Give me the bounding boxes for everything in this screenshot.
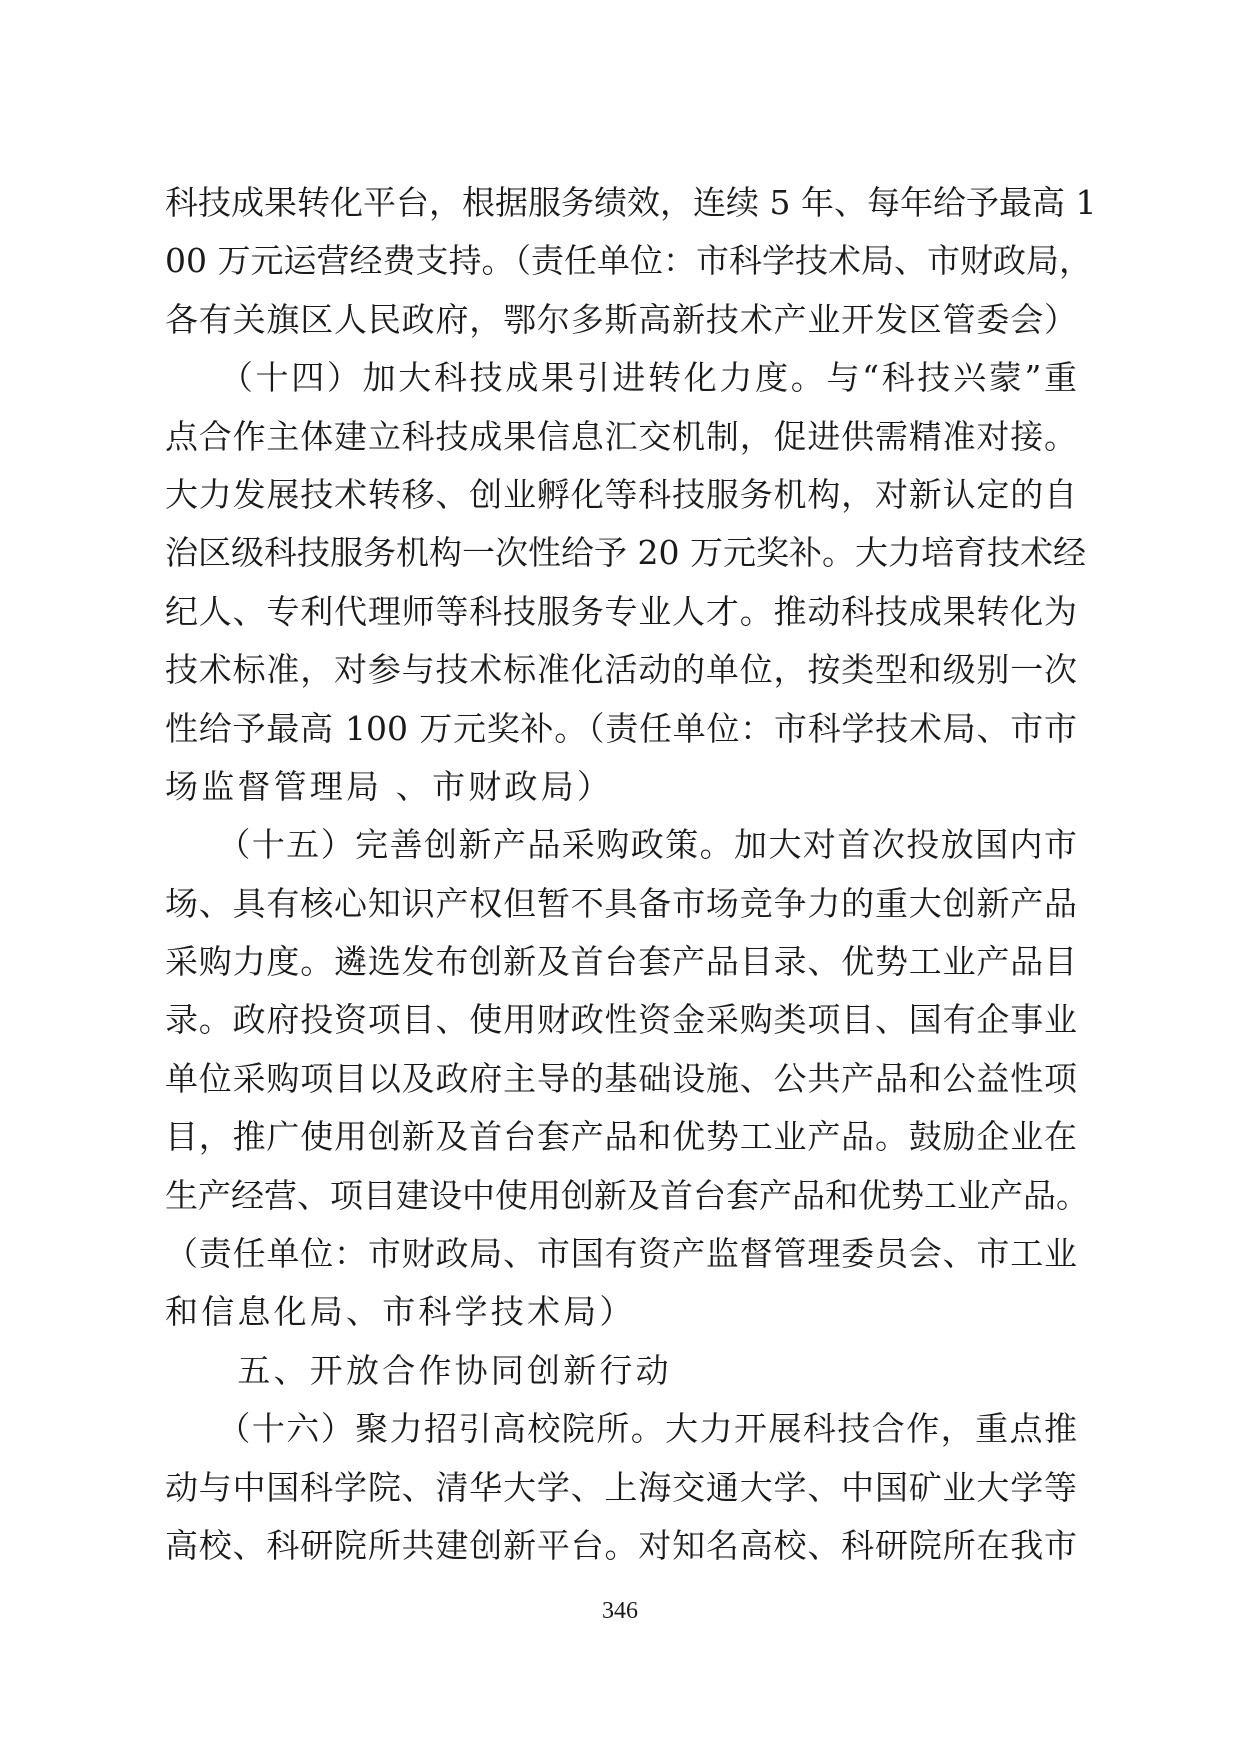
text-line: 大力发展技术转移、创业孵化等科技服务机构，对新认定的自 [165, 474, 1077, 514]
text-line: 场监督管理局 、市财政局） [165, 766, 614, 806]
text-line: 单位采购项目以及政府主导的基础设施、公共产品和公益性项 [165, 1058, 1077, 1098]
text-line: 纪人、专利代理师等科技服务专业人才。推动科技成果转化为 [165, 591, 1077, 631]
text-line: 科技成果转化平台，根据服务绩效，连续 5 年、每年给予最高 1 [165, 183, 1097, 222]
text-line: 各有关旗区人民政府，鄂尔多斯高新技术产业开发区管委会） [165, 299, 1077, 339]
body-text [165, 174, 1097, 1575]
text-line: （十六）聚力招引高校院所。大力开展科技合作，重点推 [165, 1409, 1077, 1449]
text-line: 目，推广使用创新及首台套产品和优势工业产品。鼓励企业在 [165, 1117, 1077, 1157]
text-line: 动与中国科学院、清华大学、上海交通大学、中国矿业大学等 [165, 1467, 1077, 1507]
text-line: 和信息化局、市科学技术局） [165, 1292, 636, 1332]
text-line: 录。政府投资项目、使用财政性资金采购类项目、国有企事业 [165, 1000, 1077, 1040]
text-line: 高校、科研院所共建创新平台。对知名高校、科研院所在我市 [165, 1525, 1077, 1565]
text-line: （十四）加大科技成果引进转化力度。与“科技兴蒙”重 [165, 358, 1077, 398]
text-line: （责任单位：市财政局、市国有资产监督管理委员会、市工业 [165, 1234, 1077, 1274]
text-line: 场、具有核心知识产权但暂不具备市场竞争力的重大创新产品 [165, 883, 1077, 923]
page-number: 346 [602, 1598, 638, 1624]
text-line: 技术标准，对参与技术标准化活动的单位，按类型和级别一次 [165, 650, 1077, 690]
text-line: （十五）完善创新产品采购政策。加大对首次投放国内市 [165, 825, 1077, 865]
text-line: 采购力度。遴选发布创新及首台套产品目录、优势工业产品目 [165, 942, 1077, 982]
text-line: 00 万元运营经费支持。（责任单位：市科学技术局、市财政局， [165, 241, 1092, 281]
text-line: 性给予最高 100 万元奖补。（责任单位：市科学技术局、市市 [165, 708, 1077, 748]
text-line: 治区级科技服务机构一次性给予 20 万元奖补。大力培育技术经 [165, 533, 1086, 573]
text-line: 五、开放合作协同创新行动 [165, 1350, 672, 1390]
text-line: 点合作主体建立科技成果信息汇交机制，促进供需精准对接。 [165, 416, 1077, 456]
text-line: 生产经营、项目建设中使用创新及首台套产品和优势工业产品。 [165, 1175, 1089, 1215]
